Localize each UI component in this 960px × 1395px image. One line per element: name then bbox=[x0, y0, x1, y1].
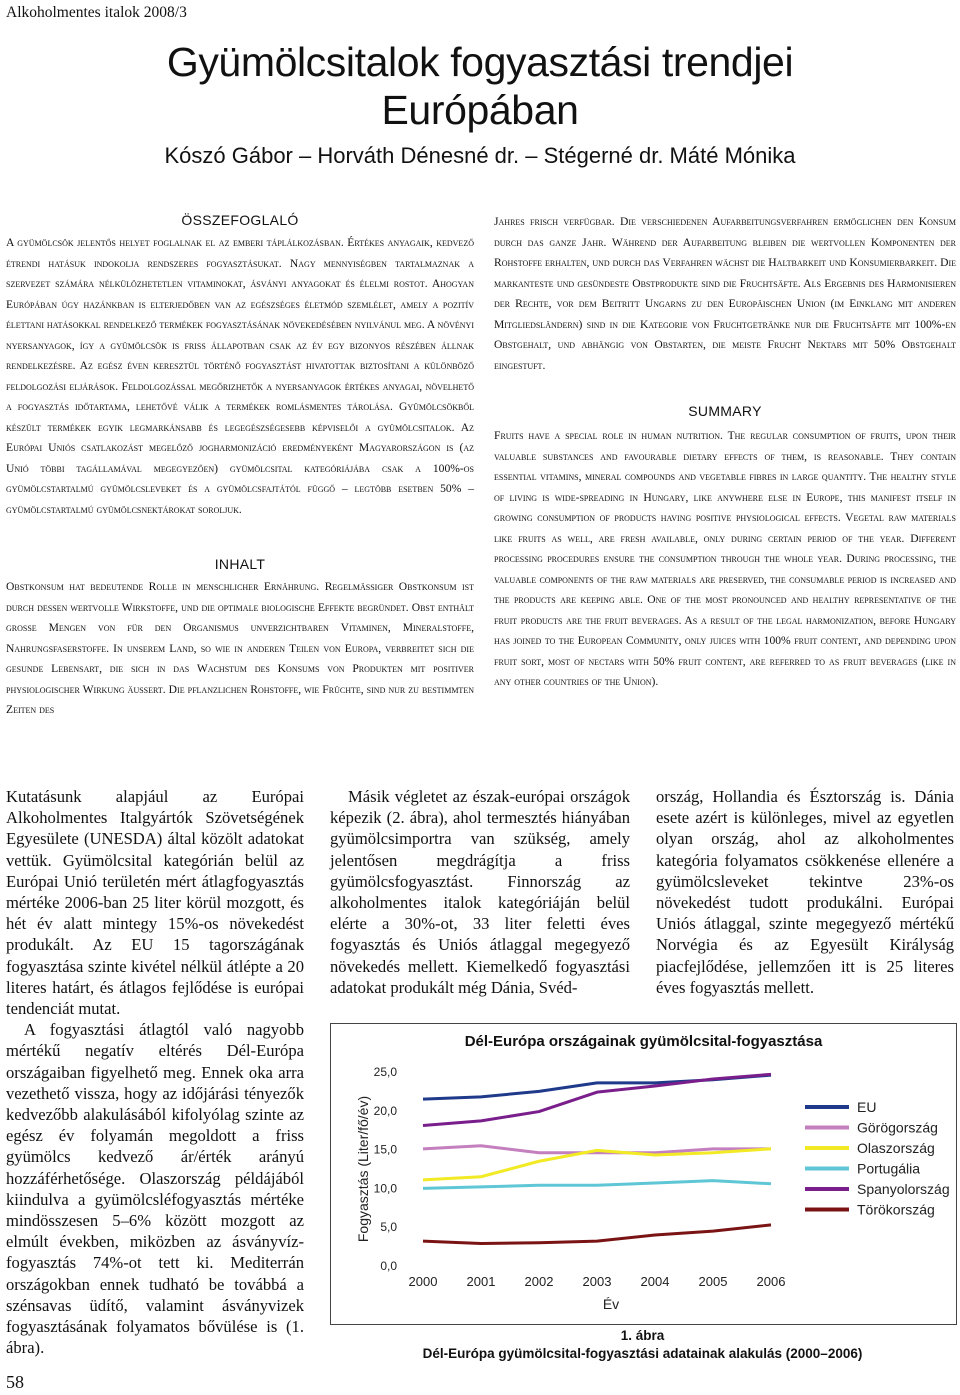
body-paragraph: Másik végletet az észak-európai országok képezik (2. ábra), ahol termesztés hiányában gyümölcsimportra van szükség, amely jelentősen megdrágítja a friss gyümölcsfogyasztást. Finnország az alkoholmentes italok kategóriáján belül elérte a 30%-ot, 33 liter feletti éves fogyasztás és Uniós átlaggal megegyező növekedés mellett. Kiemelkedő fogyasztási adatokat produkált még Dánia, Svéd- bbox=[330, 787, 630, 997]
page-number: 58 bbox=[6, 1372, 24, 1392]
inhalt-text-left: Obstkonsum hat bedeutende Rolle in menschlicher Ernährung. Regelmäßiger Obstkonsum ist durch dessen wertvolle Wirkstoffe, und die optimale biologische Effekte begründet. Obst enthält große Mengen von für den Organismus unverzichtbaren Vitaminen, Mineralstoffe, Nahrungsfaserstoffe. In unserem Land, so wie in anderen Teilen von Europa, verbreitet sich die gesunde Lebensart, die sich in das Wachstum des Konsums von Produkten mit positiver physiologischer Wirkung äußert. Die pflanzlichen Rohstoffe, wie Früchte, sind nur zu bestimmten Zeiten des bbox=[6, 580, 474, 716]
article-title bbox=[0, 38, 960, 134]
legend-label: Olaszország bbox=[857, 1140, 935, 1156]
y-tick-label: 10,0 bbox=[373, 1181, 397, 1196]
inhalt-heading: INHALT bbox=[214, 556, 266, 572]
x-tick-label: 2003 bbox=[582, 1274, 612, 1289]
inhalt-text-right: Jahres frisch verfügbar. Die verschiedenen Aufarbeitungsverfahren ermöglichen den Konsum durch das ganze Jahr. Während der Aufarbeitung bleiben die wertvollen Komponenten der Rohstoffe erhalten, und durch das Verfahren wächst die Haltbarkeit und Konsumierbarkeit. Die markanteste und gesündeste Obstprodukte sind die Fruchtsäfte. Als Ergebnis des Harmonisieren der Rechte, vor dem Beitritt Ungarns zu den Europäischen Union (im Einklang mit anderen Mitgliedsländern) sind in die Kategorie von Fruchtgetränke nur die Fruchtsäfte mit 100%-en Obstgehalt, und abhängig von Obstarten, die meiste Frucht Nektars mit 50% Obstgehalt eingestuft. bbox=[494, 215, 956, 372]
article-title-line1: Gyümölcsitalok fogyasztási trendjei bbox=[166, 39, 794, 85]
body-column-2 bbox=[330, 786, 630, 998]
chart-frame bbox=[330, 1023, 957, 1325]
osszefoglalo-text: A gyümölcsök jelentős helyet foglalnak el az emberi táplálkozásban. Értékes anyagaik, kedvező étrendi hatásuk indokolja rendszeres fogyasztásukat. Nagy mennyiségben tartalmaznak a szervezet számára nélkülözhetetlen vitaminokat, ásványi anyagokat és élelmi rostot. Ahogyan Európában úgy hazánkban is elterjedőben van az egészséges életmód szemlélet, amely a pozitív élettani hatásokkal rendelkező termékek fogyasztásának növekedésében nyilvánul meg. A növényi nyersanyagok, így a gyümölcsök is friss állapotban csak az év egy bizonyos részében állnak rendelkezésre. Az egész éven keresztül történő fogyasztást hivatottak biztosítani a különböző feldolgozási eljárások. Feldolgozással megőrizhetők a nyersanyagok értékes anyagai, növelhető a fogyasztás időtartama, lehetővé válik a termékek romlásmentes tárolása. Gyümölcsökből készült termékek egyik legmarkánsabb és legegészségesebb képviselői a gyümölcsitalok. Az Európai Uniós csatlakozást megelőző jogharmonizáció eredményeként Magyarországon is (az Unió többi tagállamával megegyezően) gyümölcsital kategóriájába csak a 100%-os gyümölcstartalmú gyümölcsleveket és a gyümölcsfajtától függő – legtöbb esetben 50% – gyümölcstartalmú gyümölcsnektárokat soroljuk. bbox=[6, 236, 474, 516]
figure-caption-text: Dél-Európa gyümölcsital-fogyasztási adatainak alakulás (2000–2006) bbox=[422, 1346, 863, 1361]
body-column-3 bbox=[656, 786, 954, 998]
summary-heading: SUMMARY bbox=[688, 403, 762, 419]
legend-label: Törökország bbox=[857, 1201, 935, 1218]
legend-label: Spanyolország bbox=[857, 1181, 950, 1197]
y-axis-label: Fogyasztás (Liter/fő/év) bbox=[355, 1095, 371, 1243]
body-paragraph: A fogyasztási átlagtól való nagyobb mértékű negatív eltérés Dél-Európa országaiban figyelhető meg. Ennek oka arra vezethető vissza, hogy az időjárási tényezők kedvezőbb alakulásából kifolyólag szinte az egész év folyamán megoldott a friss gyümölcs kedvező ár/érték arányú hozzáférhetősége. Olaszország példájából kiindulva a gyümölcsléfogyasztás mértéke mindösszesen 5–6% között mozgott az elmúlt években, miközben az ásványvíz-fogyasztás 74%-ot tett ki. Mediterrán országokban ennek tudható be továbbá a szénsavas üdítő, valamint ásványvizek fogyasztásának folyamatos bővülése is (1. ábra). bbox=[6, 1020, 304, 1358]
authors: Kószó Gábor – Horváth Dénesné dr. – Stégerné dr. Máté Mónika bbox=[164, 143, 796, 168]
journal-header: Alkoholmentes italok 2008/3 bbox=[6, 4, 187, 21]
x-tick-label: 2006 bbox=[756, 1274, 786, 1289]
legend-label: Görögország bbox=[857, 1119, 938, 1136]
body-paragraph: Kutatásunk alapjául az Európai Alkoholmentes Italgyártók Szövetségének Egyesülete (UNESDA) által közölt adatokat vettük. Gyümölcsital kategórián belül az Európai Unió területén mért átlagfogyasztás mértéke 2006-ban 25 liter körül mozgott, és hét év alatt mintegy 15%-os növekedést produkált. Az EU 15 tagországának fogyasztása szinte kivétel nélkül átlépte a 20 literes határt, és átlagos fejlődése is európai tendenciát mutat. bbox=[6, 787, 304, 1019]
y-tick-label: 25,0 bbox=[373, 1065, 397, 1079]
legend-label: Portugália bbox=[857, 1160, 921, 1177]
legend-label: EU bbox=[857, 1099, 877, 1115]
x-axis-label: Év bbox=[602, 1296, 620, 1312]
x-tick-label: 2000 bbox=[408, 1274, 438, 1289]
x-tick-label: 2002 bbox=[524, 1274, 554, 1289]
article-title-line2: Európában bbox=[381, 87, 579, 133]
x-tick-label: 2004 bbox=[640, 1274, 670, 1289]
figure-caption-label: 1. ábra bbox=[620, 1328, 665, 1343]
line-chart bbox=[331, 1024, 956, 1324]
y-tick-label: 20,0 bbox=[373, 1103, 397, 1118]
y-tick-label: 0,0 bbox=[380, 1259, 397, 1273]
chart-title: Dél-Európa országainak gyümölcsital-fogyasztása bbox=[464, 1033, 823, 1050]
body-paragraph: ország, Hollandia és Észtország is. Dánia esete azért is különleges, mivel az egyetlen olyan ország, ahol az alkoholmentes kategória folyamatos csökkenése ellenére a gyümölcsleveket tekintve 23%-os növekedést tudott produkálni. Európai Uniós átlaggal, szinte megegyező mértékű Norvégia és az Egyesült Királyság piacfejlődése, jellemzően itt is 25 literes éves fogyasztás mellett. bbox=[656, 787, 954, 997]
x-tick-label: 2005 bbox=[698, 1274, 728, 1289]
series-line-törökország bbox=[423, 1225, 771, 1244]
series-line-portugália bbox=[423, 1181, 771, 1189]
x-tick-label: 2001 bbox=[466, 1274, 496, 1289]
osszefoglalo-heading: ÖSSZEFOGLALÓ bbox=[181, 212, 299, 228]
y-tick-label: 15,0 bbox=[373, 1142, 397, 1157]
body-column-1 bbox=[6, 786, 304, 1358]
y-tick-label: 5,0 bbox=[380, 1220, 397, 1235]
summary-text: Fruits have a special role in human nutrition. The regular consumption of fruits, upon their valuable substances and favourable dietary effects of them, is reasonable. They contain essential vitamins, mineral compounds and vegetable fibres in large quantity. The healthy style of living is wide-spreading in Hungary, like anywhere else in Europe, this manifest itself in growing consumption of products having positive physiological effects. Vegetal raw materials like fruits as well, are fresh available, only during certain period of the year. Different processing procedures ensure the consumption through the whole year. During processing, the valuable components of the raw materials are preserved, the consumable period is increased and the products are keeping able. One of the most pronounced and healthy representative of the fruit products are the fruit beverages. As a result of the legal harmonization, before Hungary has joined to the European Community, only juices with 100% fruit content, and depending upon fruit sort, most of nectars with 50% fruit content, are referred to as fruit beverages (like in any other countries of the Union). bbox=[494, 429, 956, 688]
